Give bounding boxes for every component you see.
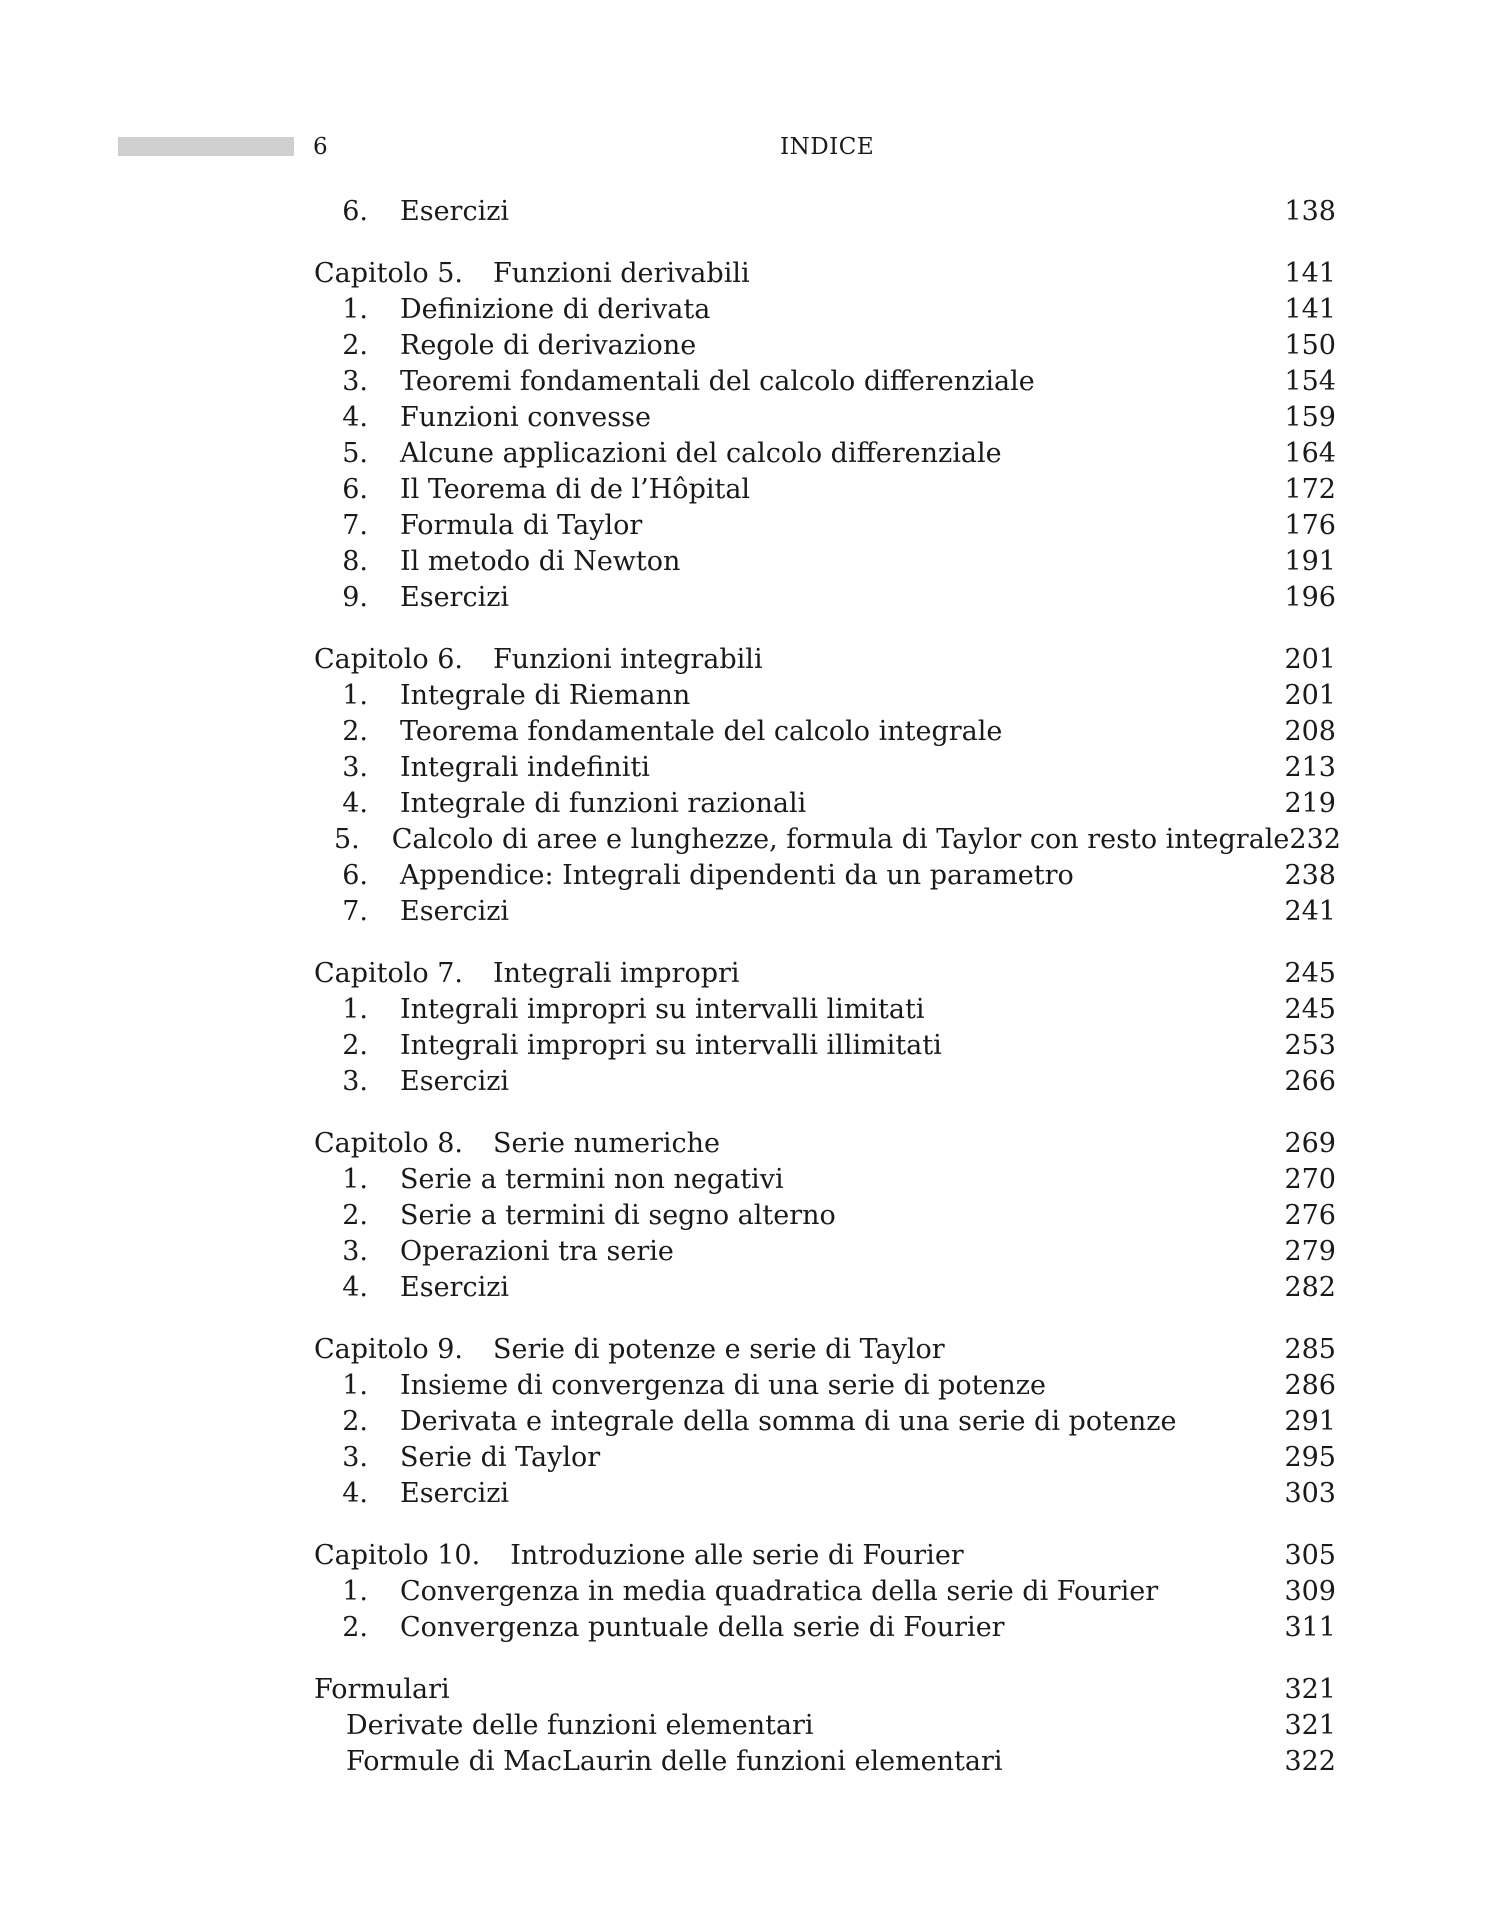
section-number: 4. xyxy=(342,1272,368,1303)
toc-section-entry xyxy=(314,678,1336,714)
chapter-label: Capitolo 7. xyxy=(314,958,464,989)
section-number: 4. xyxy=(342,788,368,819)
chapter-label: Capitolo 10. xyxy=(314,1540,481,1571)
section-page: 322 xyxy=(1284,1746,1336,1777)
section-page: 138 xyxy=(1284,196,1336,227)
toc-section-entry xyxy=(314,1476,1336,1512)
section-page: 321 xyxy=(1284,1710,1336,1741)
section-number: 4. xyxy=(342,402,368,433)
toc-section-entry xyxy=(314,1574,1336,1610)
section-number: 2. xyxy=(342,1612,368,1643)
section-page: 141 xyxy=(1284,294,1336,325)
section-title: Esercizi xyxy=(400,1272,510,1303)
section-number: 6. xyxy=(342,196,368,227)
section-title: Definizione di derivata xyxy=(400,294,711,325)
toc-section-entry xyxy=(314,1610,1336,1646)
toc-section-entry xyxy=(314,1368,1336,1404)
section-number: 1. xyxy=(342,1164,368,1195)
toc-section-entry xyxy=(314,894,1336,930)
section-title: Serie di Taylor xyxy=(400,1442,601,1473)
toc-section-entry xyxy=(314,328,1336,364)
section-number: 2. xyxy=(342,1030,368,1061)
chapter-page: 321 xyxy=(1284,1674,1336,1705)
section-number: 2. xyxy=(342,1406,368,1437)
toc-section-entry xyxy=(314,194,1336,230)
running-title: INDICE xyxy=(780,134,875,160)
section-number: 2. xyxy=(342,330,368,361)
toc-section-entry xyxy=(314,858,1336,894)
section-page: 295 xyxy=(1284,1442,1336,1473)
section-number: 6. xyxy=(342,474,368,505)
toc-chapter-block xyxy=(314,1672,1336,1780)
page-number: 6 xyxy=(313,134,328,160)
section-title: Insieme di convergenza di una serie di potenze xyxy=(400,1370,1047,1401)
section-number: 3. xyxy=(342,752,368,783)
section-page: 164 xyxy=(1284,438,1336,469)
chapter-title: Introduzione alle serie di Fourier xyxy=(510,1540,964,1571)
section-title: Funzioni convesse xyxy=(400,402,651,433)
toc-section-entry xyxy=(314,786,1336,822)
section-page: 286 xyxy=(1284,1370,1336,1401)
section-title: Calcolo di aree e lunghezze, formula di Taylor con resto integrale xyxy=(391,824,1290,855)
section-page: 159 xyxy=(1284,402,1336,433)
section-page: 309 xyxy=(1284,1576,1336,1607)
section-title: Integrali indefiniti xyxy=(400,752,650,783)
section-number: 2. xyxy=(342,716,368,747)
section-page: 154 xyxy=(1284,366,1336,397)
chapter-heading xyxy=(314,956,1266,992)
section-title: Alcune applicazioni del calcolo differenziale xyxy=(400,438,1002,469)
toc-section-entry xyxy=(314,1708,1336,1744)
section-title: Integrali impropri su intervalli limitati xyxy=(400,994,925,1025)
chapter-title: Serie numeriche xyxy=(493,1128,720,1159)
toc-section-entry xyxy=(314,364,1336,400)
toc-chapter-entry xyxy=(314,642,1336,678)
chapter-title: Funzioni integrabili xyxy=(493,644,763,675)
section-page: 253 xyxy=(1284,1030,1336,1061)
chapter-heading xyxy=(314,1538,1266,1574)
toc-section-entry xyxy=(314,292,1336,328)
chapter-heading xyxy=(314,642,1266,678)
toc-section-entry xyxy=(314,580,1336,616)
toc-section-entry xyxy=(314,1198,1336,1234)
section-title: Formule di MacLaurin delle funzioni elementari xyxy=(346,1746,1003,1777)
chapter-title: Formulari xyxy=(314,1674,450,1705)
toc-chapter-block xyxy=(314,956,1336,1100)
section-page: 219 xyxy=(1284,788,1336,819)
section-number: 7. xyxy=(342,510,368,541)
toc-section-entry xyxy=(314,1270,1336,1306)
section-title: Esercizi xyxy=(400,1066,510,1097)
section-title: Integrale di Riemann xyxy=(400,680,691,711)
running-header xyxy=(0,131,1498,163)
chapter-page: 269 xyxy=(1284,1128,1336,1159)
section-page: 282 xyxy=(1284,1272,1336,1303)
chapter-heading xyxy=(314,256,1266,292)
section-page: 266 xyxy=(1284,1066,1336,1097)
section-number: 3. xyxy=(342,366,368,397)
toc-chapter-block xyxy=(314,256,1336,616)
toc-chapter-entry xyxy=(314,1538,1336,1574)
section-title: Teorema fondamentale del calcolo integrale xyxy=(400,716,1003,747)
chapter-label: Capitolo 8. xyxy=(314,1128,464,1159)
section-page: 279 xyxy=(1284,1236,1336,1267)
toc-section-entry xyxy=(314,1440,1336,1476)
section-page: 311 xyxy=(1284,1612,1336,1643)
chapter-page: 201 xyxy=(1284,644,1336,675)
table-of-contents xyxy=(314,194,1341,1780)
section-title: Esercizi xyxy=(400,896,510,927)
section-title: Regole di derivazione xyxy=(400,330,697,361)
section-number: 1. xyxy=(342,294,368,325)
section-page: 291 xyxy=(1284,1406,1336,1437)
section-number: 1. xyxy=(342,680,368,711)
toc-section-entry xyxy=(314,1064,1336,1100)
toc-section-entry xyxy=(314,1404,1336,1440)
section-title: Appendice: Integrali dipendenti da un parametro xyxy=(400,860,1074,891)
toc-section-entry xyxy=(314,544,1336,580)
chapter-label: Capitolo 6. xyxy=(314,644,464,675)
section-number: 4. xyxy=(342,1478,368,1509)
toc-section-entry xyxy=(314,508,1336,544)
section-number: 9. xyxy=(342,582,368,613)
toc-section-entry xyxy=(314,1162,1336,1198)
section-title: Operazioni tra serie xyxy=(400,1236,674,1267)
section-title: Derivate delle funzioni elementari xyxy=(346,1710,814,1741)
section-title: Esercizi xyxy=(400,582,510,613)
chapter-heading xyxy=(314,1672,1266,1708)
section-number: 8. xyxy=(342,546,368,577)
section-number: 3. xyxy=(342,1066,368,1097)
chapter-title: Integrali impropri xyxy=(493,958,740,989)
toc-section-entry xyxy=(314,1234,1336,1270)
section-title: Il metodo di Newton xyxy=(400,546,681,577)
section-page: 176 xyxy=(1284,510,1336,541)
toc-section-entry xyxy=(314,1028,1336,1064)
section-number: 6. xyxy=(342,860,368,891)
section-page: 201 xyxy=(1284,680,1336,711)
toc-section-entry xyxy=(314,750,1336,786)
section-title: Teoremi fondamentali del calcolo differenziale xyxy=(400,366,1035,397)
toc-section-entry xyxy=(314,714,1336,750)
section-page: 213 xyxy=(1284,752,1336,783)
section-number: 1. xyxy=(342,994,368,1025)
section-page: 232 xyxy=(1289,824,1341,855)
toc-section-entry xyxy=(314,400,1336,436)
section-title: Esercizi xyxy=(400,1478,510,1509)
chapter-page: 245 xyxy=(1284,958,1336,989)
section-title: Integrale di funzioni razionali xyxy=(400,788,807,819)
toc-section-entry xyxy=(314,992,1336,1028)
section-title: Esercizi xyxy=(400,196,510,227)
section-title: Serie a termini di segno alterno xyxy=(400,1200,836,1231)
section-title: Derivata e integrale della somma di una serie di potenze xyxy=(400,1406,1177,1437)
section-page: 196 xyxy=(1284,582,1336,613)
toc-chapter-block xyxy=(314,642,1341,930)
section-page: 191 xyxy=(1284,546,1336,577)
section-number: 1. xyxy=(342,1370,368,1401)
section-number: 7. xyxy=(342,896,368,927)
section-number: 3. xyxy=(342,1442,368,1473)
section-number: 2. xyxy=(342,1200,368,1231)
section-title: Integrali impropri su intervalli illimitati xyxy=(400,1030,942,1061)
section-number: 3. xyxy=(342,1236,368,1267)
toc-chapter-entry xyxy=(314,1126,1336,1162)
section-page: 303 xyxy=(1284,1478,1336,1509)
section-page: 208 xyxy=(1284,716,1336,747)
section-page: 150 xyxy=(1284,330,1336,361)
section-page: 172 xyxy=(1284,474,1336,505)
chapter-heading xyxy=(314,1126,1266,1162)
chapter-page: 285 xyxy=(1284,1334,1336,1365)
section-number: 5. xyxy=(342,438,368,469)
chapter-page: 305 xyxy=(1284,1540,1336,1571)
toc-chapter-entry xyxy=(314,256,1336,292)
toc-section-entry xyxy=(314,436,1336,472)
chapter-title: Serie di potenze e serie di Taylor xyxy=(493,1334,945,1365)
section-number: 5. xyxy=(334,824,360,855)
toc-section-entry xyxy=(314,472,1336,508)
chapter-title: Funzioni derivabili xyxy=(493,258,750,289)
chapter-label: Capitolo 9. xyxy=(314,1334,464,1365)
toc-section-entry xyxy=(314,1744,1336,1780)
section-number: 1. xyxy=(342,1576,368,1607)
section-page: 270 xyxy=(1284,1164,1336,1195)
chapter-label: Capitolo 5. xyxy=(314,258,464,289)
toc-chapter-block xyxy=(314,1126,1336,1306)
chapter-page: 141 xyxy=(1284,258,1336,289)
section-title: Serie a termini non negativi xyxy=(400,1164,784,1195)
section-title: Formula di Taylor xyxy=(400,510,643,541)
toc-chapter-block xyxy=(314,1538,1336,1646)
toc-section-entry xyxy=(314,822,1341,858)
toc-chapter-entry xyxy=(314,1332,1336,1368)
chapter-heading xyxy=(314,1332,1266,1368)
section-page: 238 xyxy=(1284,860,1336,891)
toc-chapter-entry xyxy=(314,1672,1336,1708)
section-page: 276 xyxy=(1284,1200,1336,1231)
toc-chapter-entry xyxy=(314,956,1336,992)
section-page: 241 xyxy=(1284,896,1336,927)
section-page: 245 xyxy=(1284,994,1336,1025)
section-title: Il Teorema di de l’Hôpital xyxy=(400,474,751,505)
section-title: Convergenza puntuale della serie di Fourier xyxy=(400,1612,1005,1643)
toc-chapter-block xyxy=(314,1332,1336,1512)
section-title: Convergenza in media quadratica della serie di Fourier xyxy=(400,1576,1159,1607)
